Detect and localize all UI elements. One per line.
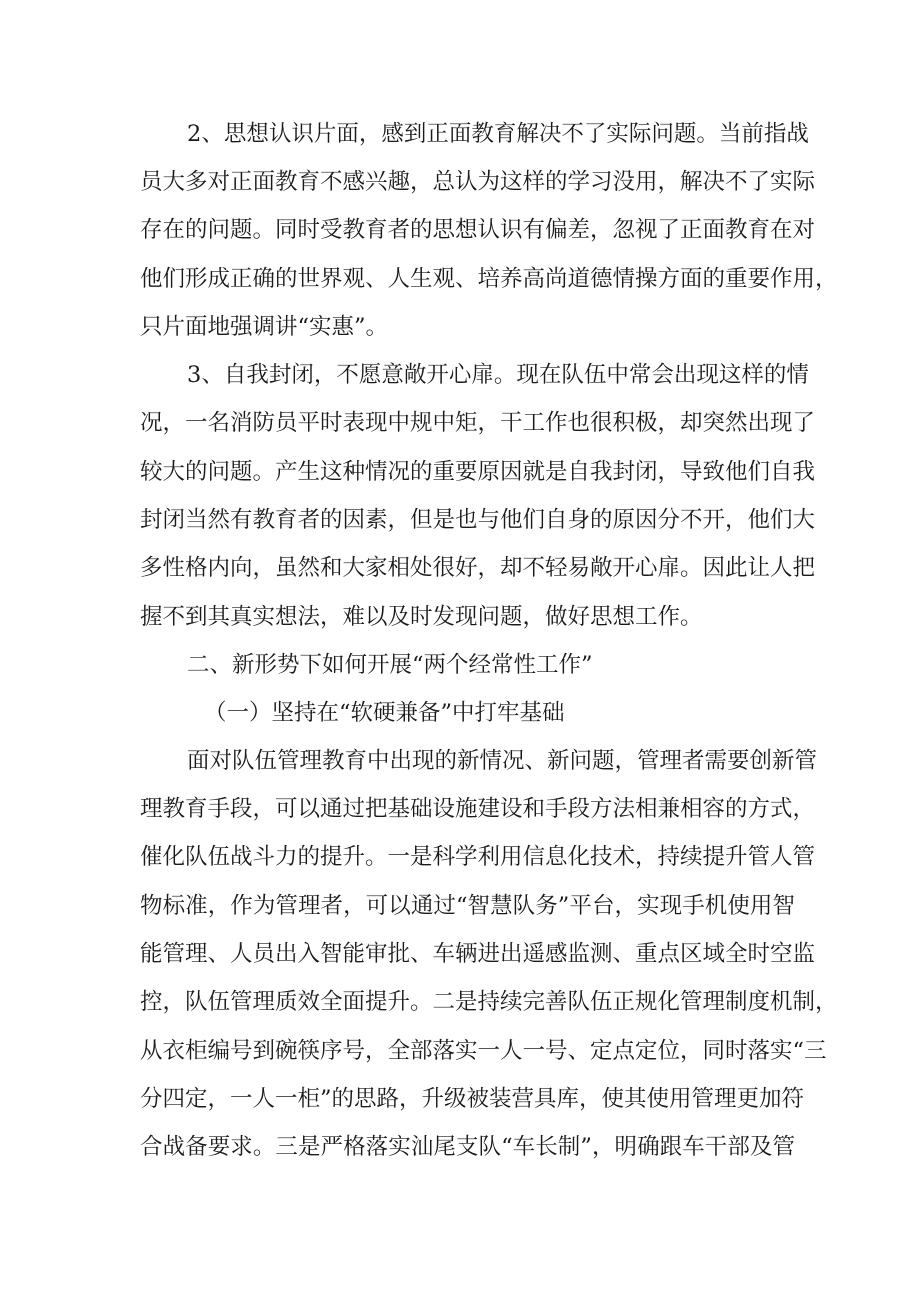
paragraph-line: 从衣柜编号到碗筷序号，全部落实一人一号、定点定位，同时落实“三 (140, 1038, 827, 1064)
subsection-heading: （一）坚持在“软硬兼备”中打牢基础 (204, 700, 565, 726)
paragraph-line: 员大多对正面教育不感兴趣，总认为这样的学习没用，解决不了实际 (140, 169, 816, 195)
paragraph-line: 况，一名消防员平时表现中规中矩，干工作也很积极，却突然出现了 (140, 410, 816, 436)
paragraph-line: 理教育手段，可以通过把基础设施建设和手段方法相兼相容的方式， (140, 796, 816, 822)
section-heading: 二、新形势下如何开展“两个经常性工作” (187, 652, 593, 678)
paragraph-line: 分四定，一人一柜”的思路，升级被装营具库，使其使用管理更加符 (140, 1086, 805, 1112)
paragraph-line: 存在的问题。同时受教育者的思想认识有偏差，忽视了正面教育在对 (140, 217, 816, 243)
paragraph-line: 面对队伍管理教育中出现的新情况、新问题，管理者需要创新管 (187, 748, 818, 774)
paragraph-line: 催化队伍战斗力的提升。一是科学利用信息化技术，持续提升管人管 (140, 844, 816, 870)
paragraph-line: 2、思想认识片面，感到正面教育解决不了实际问题。当前指战 (187, 121, 809, 147)
paragraph-line: 他们形成正确的世界观、人生观、培养高尚道德情操方面的重要作用， (140, 266, 838, 292)
paragraph-line: 多性格内向，虽然和大家相处很好，却不轻易敞开心扉。因此让人把 (140, 555, 816, 581)
paragraph-line: 控，队伍管理质效全面提升。二是持续完善队伍正规化管理制度机制， (140, 989, 838, 1015)
paragraph-line: 合战备要求。三是严格落实汕尾支队“车长制”，明确跟车干部及管 (140, 1134, 795, 1160)
paragraph-line: 握不到其真实想法，难以及时发现问题，做好思想工作。 (140, 604, 703, 630)
paragraph-line: 物标准，作为管理者，可以通过“智慧队务”平台，实现手机使用智 (140, 893, 795, 919)
paragraph-line: 较大的问题。产生这种情况的重要原因就是自我封闭，导致他们自我 (140, 459, 816, 485)
paragraph-line: 能管理、人员出入智能审批、车辆进出遥感监测、重点区域全时空监 (140, 941, 816, 967)
paragraph-line: 封闭当然有教育者的因素，但是也与他们自身的原因分不开，他们大 (140, 507, 816, 533)
paragraph-line: 只片面地强调讲“实惠”。 (140, 314, 389, 340)
paragraph-line: 3、自我封闭，不愿意敞开心扉。现在队伍中常会出现这样的情 (187, 362, 809, 388)
